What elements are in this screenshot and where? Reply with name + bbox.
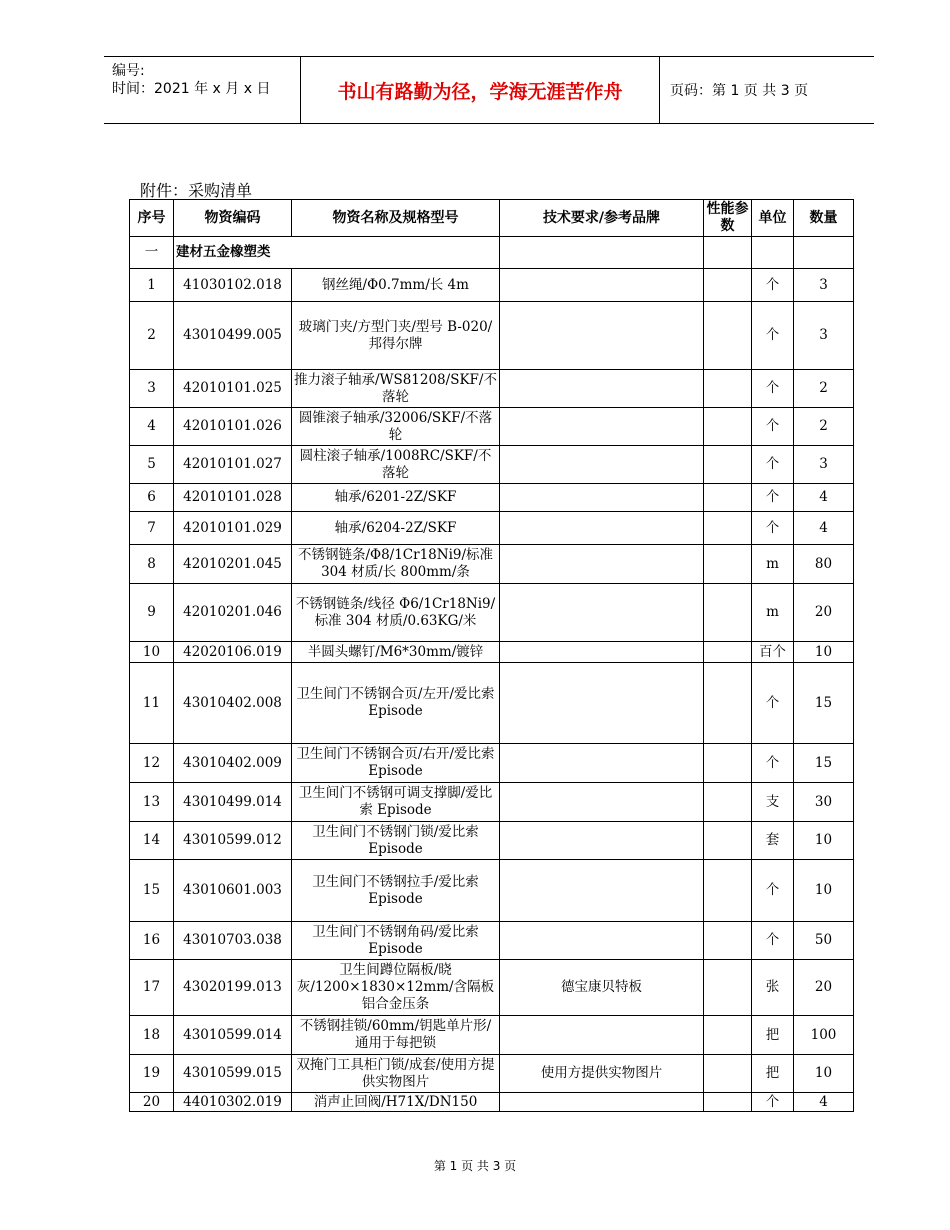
- qty-cell: 2: [794, 408, 854, 446]
- code-cell: 43010703.038: [174, 922, 292, 960]
- table-row: [130, 783, 854, 822]
- name-cell: 不锈钢挂锁/60mm/钥匙单片形/通用于每把锁: [292, 1016, 500, 1055]
- category-label: 建材五金橡塑类: [174, 237, 500, 269]
- code-cell: 42010101.027: [174, 446, 292, 484]
- unit-cell: m: [752, 545, 794, 584]
- unit-cell: 套: [752, 822, 794, 860]
- name-cell: 圆锥滚子轴承/32006/SKF/不落轮: [292, 408, 500, 446]
- table-row: [130, 370, 854, 408]
- name-cell: 轴承/6204-2Z/SKF: [292, 512, 500, 545]
- document-header: [104, 56, 874, 124]
- page-info: 页码：第 1 页 共 3 页: [670, 83, 809, 99]
- table-row: [130, 512, 854, 545]
- motto: 书山有路勤为径，学海无涯苦作舟: [301, 57, 660, 123]
- qty-cell: 15: [794, 663, 854, 744]
- code-cell: 42010201.046: [174, 584, 292, 642]
- unit-cell: 个: [752, 370, 794, 408]
- tech-cell: [500, 446, 704, 484]
- tech-cell: [500, 744, 704, 783]
- seq-cell: 3: [130, 370, 174, 408]
- perf-cell: [704, 960, 752, 1016]
- empty-cell: [752, 237, 794, 269]
- seq-cell: 4: [130, 408, 174, 446]
- perf-cell: [704, 1055, 752, 1093]
- perf-cell: [704, 545, 752, 584]
- name-cell: 卫生间门不锈钢合页/左开/爱比索 Episode: [292, 663, 500, 744]
- code-cell: 43020199.013: [174, 960, 292, 1016]
- name-cell: 钢丝绳/Φ0.7mm/长 4m: [292, 269, 500, 302]
- code-cell: 42010201.045: [174, 545, 292, 584]
- seq-cell: 5: [130, 446, 174, 484]
- seq-cell: 9: [130, 584, 174, 642]
- name-cell: 不锈钢链条/线径 Φ6/1Cr18Ni9/标准 304 材质/0.63KG/米: [292, 584, 500, 642]
- perf-cell: [704, 446, 752, 484]
- perf-cell: [704, 584, 752, 642]
- code-cell: 43010601.003: [174, 860, 292, 922]
- tech-cell: [500, 545, 704, 584]
- name-cell: 玻璃门夹/方型门夹/型号 B-020/邦得尔牌: [292, 302, 500, 370]
- qty-cell: 30: [794, 783, 854, 822]
- qty-cell: 10: [794, 642, 854, 663]
- qty-cell: 20: [794, 960, 854, 1016]
- perf-cell: [704, 663, 752, 744]
- perf-cell: [704, 370, 752, 408]
- table-row: [130, 484, 854, 512]
- code-cell: 43010402.008: [174, 663, 292, 744]
- tech-cell: [500, 663, 704, 744]
- perf-cell: [704, 922, 752, 960]
- perf-cell: [704, 302, 752, 370]
- seq-cell: 16: [130, 922, 174, 960]
- seq-cell: 20: [130, 1093, 174, 1112]
- empty-cell: [794, 237, 854, 269]
- table-row: [130, 408, 854, 446]
- seq-cell: 19: [130, 1055, 174, 1093]
- code-cell: 43010499.014: [174, 783, 292, 822]
- perf-cell: [704, 860, 752, 922]
- qty-cell: 10: [794, 822, 854, 860]
- tech-cell: [500, 783, 704, 822]
- qty-cell: 4: [794, 484, 854, 512]
- tech-cell: [500, 302, 704, 370]
- unit-cell: 个: [752, 663, 794, 744]
- tech-header: 技术要求/参考品牌: [500, 200, 704, 237]
- seq-cell: 11: [130, 663, 174, 744]
- perf-cell: [704, 744, 752, 783]
- tech-cell: [500, 822, 704, 860]
- qty-cell: 100: [794, 1016, 854, 1055]
- date-label: 时间：2021 年 x 月 x 日: [112, 81, 271, 97]
- name-cell: 圆柱滚子轴承/1008RC/SKF/不落轮: [292, 446, 500, 484]
- unit-cell: 个: [752, 269, 794, 302]
- qty-cell: 10: [794, 1055, 854, 1093]
- header-meta: [104, 57, 301, 123]
- unit-cell: 张: [752, 960, 794, 1016]
- name-cell: 消声止回阀/H71X/DN150: [292, 1093, 500, 1112]
- unit-cell: 支: [752, 783, 794, 822]
- tech-cell: [500, 922, 704, 960]
- purchase-table: [129, 199, 854, 1112]
- qty-cell: 4: [794, 512, 854, 545]
- qty-cell: 3: [794, 446, 854, 484]
- qty-cell: 2: [794, 370, 854, 408]
- qty-cell: 10: [794, 860, 854, 922]
- seq-cell: 18: [130, 1016, 174, 1055]
- perf-cell: [704, 269, 752, 302]
- unit-cell: 个: [752, 1093, 794, 1112]
- unit-cell: 个: [752, 744, 794, 783]
- name-cell: 半圆头螺钉/M6*30mm/镀锌: [292, 642, 500, 663]
- qty-cell: 20: [794, 584, 854, 642]
- seq-cell: 1: [130, 269, 174, 302]
- table-row: [130, 584, 854, 642]
- seq-cell: 10: [130, 642, 174, 663]
- code-cell: 42010101.029: [174, 512, 292, 545]
- perf-cell: [704, 642, 752, 663]
- page-footer: 第 1 页 共 3 页: [433, 1159, 517, 1173]
- code-cell: 44010302.019: [174, 1093, 292, 1112]
- table-row: [130, 446, 854, 484]
- table-row: [130, 960, 854, 1016]
- table-row: [130, 822, 854, 860]
- seq-cell: 15: [130, 860, 174, 922]
- table-row: [130, 922, 854, 960]
- qty-cell: 50: [794, 922, 854, 960]
- unit-cell: 把: [752, 1055, 794, 1093]
- name-cell: 卫生间门不锈钢拉手/爱比索 Episode: [292, 860, 500, 922]
- seq-cell: 14: [130, 822, 174, 860]
- unit-cell: 个: [752, 512, 794, 545]
- perf-cell: [704, 408, 752, 446]
- tech-cell: [500, 584, 704, 642]
- seq-cell: 2: [130, 302, 174, 370]
- name-header: 物资名称及规格型号: [292, 200, 500, 237]
- table-row: [130, 860, 854, 922]
- unit-cell: 个: [752, 484, 794, 512]
- table-row: [130, 1016, 854, 1055]
- unit-cell: 个: [752, 922, 794, 960]
- perf-cell: [704, 1016, 752, 1055]
- tech-cell: 使用方提供实物图片: [500, 1055, 704, 1093]
- qty-cell: 4: [794, 1093, 854, 1112]
- table-header-row: [130, 200, 854, 237]
- perf-cell: [704, 783, 752, 822]
- unit-cell: 个: [752, 302, 794, 370]
- table-row: [130, 545, 854, 584]
- qty-cell: 3: [794, 269, 854, 302]
- perf-header: 性能参数: [704, 200, 752, 237]
- perf-cell: [704, 1093, 752, 1112]
- unit-cell: 把: [752, 1016, 794, 1055]
- code-cell: 43010402.009: [174, 744, 292, 783]
- name-cell: 不锈钢链条/Φ8/1Cr18Ni9/标准 304 材质/长 800mm/条: [292, 545, 500, 584]
- tech-cell: [500, 408, 704, 446]
- seq-header: 序号: [130, 200, 174, 237]
- table-row: [130, 744, 854, 783]
- tech-cell: [500, 1016, 704, 1055]
- code-cell: 43010599.014: [174, 1016, 292, 1055]
- unit-cell: 个: [752, 408, 794, 446]
- tech-cell: [500, 1093, 704, 1112]
- unit-cell: 百个: [752, 642, 794, 663]
- name-cell: 卫生间门不锈钢合页/右开/爱比索 Episode: [292, 744, 500, 783]
- unit-header: 单位: [752, 200, 794, 237]
- table-row: [130, 1055, 854, 1093]
- number-label: 编号:: [112, 63, 145, 79]
- name-cell: 卫生间门不锈钢门锁/爱比索 Episode: [292, 822, 500, 860]
- name-cell: 卫生间蹲位隔板/晓灰/1200×1830×12mm/含隔板铝合金压条: [292, 960, 500, 1016]
- tech-cell: [500, 269, 704, 302]
- category-seq: 一: [130, 237, 174, 269]
- seq-cell: 12: [130, 744, 174, 783]
- unit-cell: 个: [752, 860, 794, 922]
- category-row: [130, 237, 854, 269]
- tech-cell: [500, 512, 704, 545]
- code-cell: 43010599.015: [174, 1055, 292, 1093]
- code-cell: 43010499.005: [174, 302, 292, 370]
- code-cell: 42010101.028: [174, 484, 292, 512]
- qty-cell: 3: [794, 302, 854, 370]
- perf-cell: [704, 484, 752, 512]
- table-body: [130, 237, 854, 1112]
- unit-cell: m: [752, 584, 794, 642]
- empty-cell: [500, 237, 704, 269]
- unit-cell: 个: [752, 446, 794, 484]
- table-row: [130, 269, 854, 302]
- code-cell: 42020106.019: [174, 642, 292, 663]
- table-row: [130, 1093, 854, 1112]
- qty-cell: 15: [794, 744, 854, 783]
- attachment-caption: 附件：采购清单: [140, 181, 253, 200]
- name-cell: 卫生间门不锈钢可调支撑脚/爱比索 Episode: [292, 783, 500, 822]
- name-cell: 双掩门工具柜门锁/成套/使用方提供实物图片: [292, 1055, 500, 1093]
- code-cell: 42010101.026: [174, 408, 292, 446]
- code-cell: 42010101.025: [174, 370, 292, 408]
- tech-cell: [500, 370, 704, 408]
- code-cell: 41030102.018: [174, 269, 292, 302]
- seq-cell: 13: [130, 783, 174, 822]
- name-cell: 推力滚子轴承/WS81208/SKF/不落轮: [292, 370, 500, 408]
- qty-header: 数量: [794, 200, 854, 237]
- table-row: [130, 642, 854, 663]
- seq-cell: 8: [130, 545, 174, 584]
- table-row: [130, 302, 854, 370]
- perf-cell: [704, 822, 752, 860]
- qty-cell: 80: [794, 545, 854, 584]
- seq-cell: 7: [130, 512, 174, 545]
- perf-cell: [704, 512, 752, 545]
- tech-cell: 德宝康贝特板: [500, 960, 704, 1016]
- seq-cell: 6: [130, 484, 174, 512]
- code-header: 物资编码: [174, 200, 292, 237]
- name-cell: 卫生间门不锈钢角码/爱比索 Episode: [292, 922, 500, 960]
- tech-cell: [500, 642, 704, 663]
- code-cell: 43010599.012: [174, 822, 292, 860]
- tech-cell: [500, 484, 704, 512]
- empty-cell: [704, 237, 752, 269]
- tech-cell: [500, 860, 704, 922]
- seq-cell: 17: [130, 960, 174, 1016]
- table-row: [130, 663, 854, 744]
- name-cell: 轴承/6201-2Z/SKF: [292, 484, 500, 512]
